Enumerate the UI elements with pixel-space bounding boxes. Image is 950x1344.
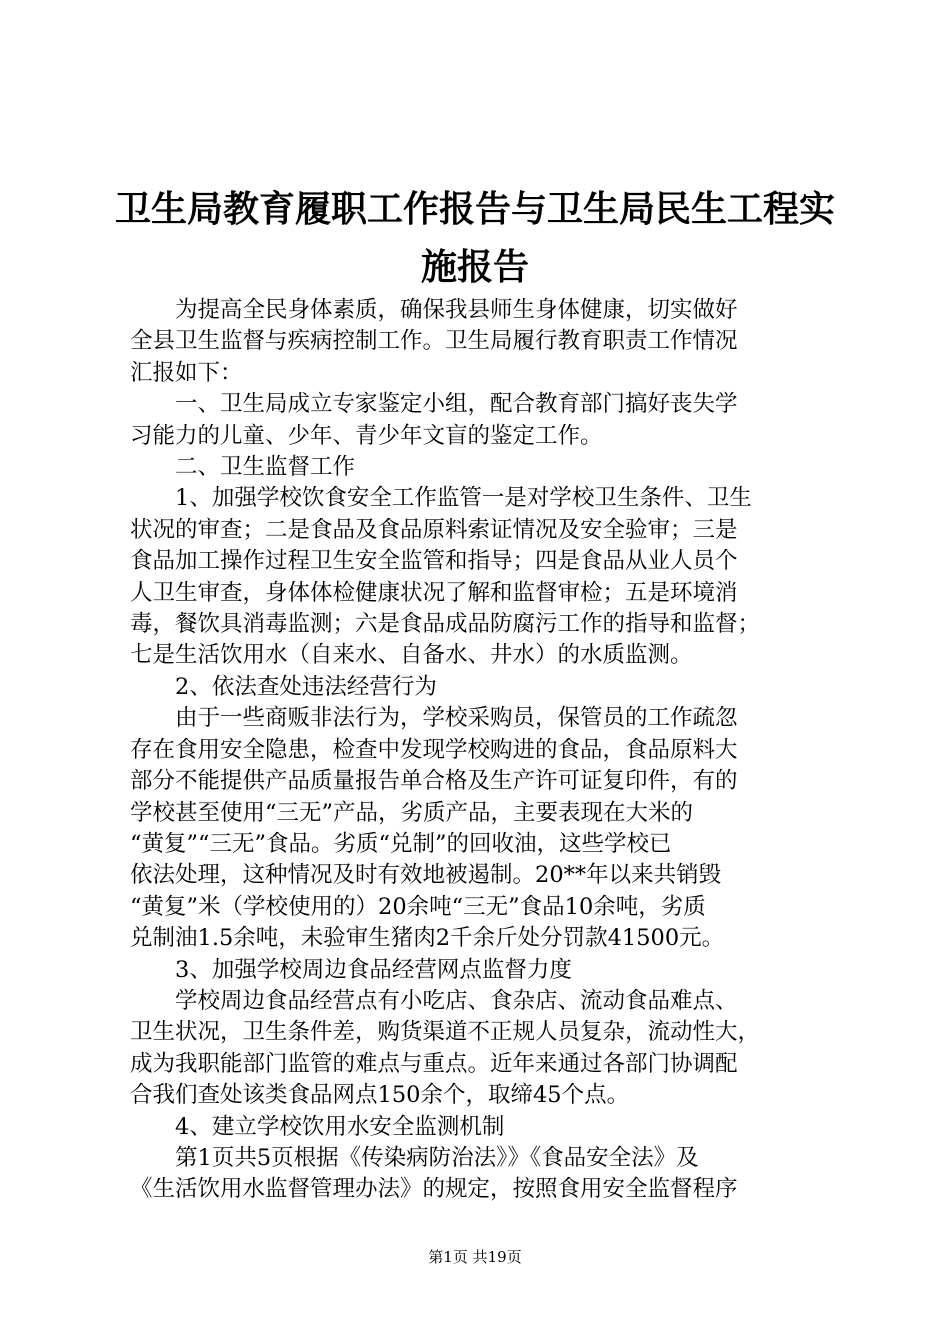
document-title (110, 180, 840, 296)
text-line: 兑制油1.5余吨，未验审生猪肉2千余斤处分罚款41500元。 (130, 925, 725, 952)
text-line: 卫生状况，卫生条件差，购货渠道不正规人员复杂，流动性大， (130, 1019, 761, 1046)
text-line: “黄复”“三无”食品。劣质“兑制”的回收油，这些学校已 (130, 830, 672, 857)
text-line: 习能力的儿童、少年、青少年文盲的鉴定工作。 (130, 422, 603, 449)
text-line: 2、依法查处违法经营行为 (130, 673, 437, 700)
text-line: 一、卫生局成立专家鉴定小组，配合教育部门搞好丧失学 (130, 391, 738, 418)
text-line: 由于一些商贩非法行为，学校采购员，保管员的工作疏忽 (130, 705, 738, 732)
text-line: 学校周边食品经营点有小吃店、食杂店、流动食品难点、 (130, 987, 738, 1014)
text-line: 依法处理，这种情况及时有效地被遏制。20**年以来共销毁 (130, 862, 722, 889)
text-line: 学校甚至使用“三无”产品，劣质产品，主要表现在大米的 (130, 799, 694, 826)
text-line: 部分不能提供产品质量报告单合格及生产许可证复印件，有的 (130, 768, 738, 795)
body-text (130, 295, 830, 1206)
text-line: 1、加强学校饮食安全工作监管一是对学校卫生条件、卫生 (130, 485, 752, 512)
page-footer: 第1页 共19页 (428, 1248, 522, 1266)
title-line-2: 施报告 (420, 246, 529, 288)
text-line: 第1页共5页根据《传染病防治法》》《食品安全法》及 (130, 1144, 699, 1171)
document-body (130, 295, 830, 1206)
text-line: 合我们查处该类食品网点150余个，取缔45个点。 (130, 1082, 630, 1109)
text-line: 3、加强学校周边食品经营网点监督力度 (130, 956, 572, 983)
text-line: 存在食用安全隐患，检查中发现学校购进的食品，食品原料大 (130, 736, 738, 763)
text-line: 人卫生审查，身体体检健康状况了解和监督审检；五是环境消 (130, 579, 738, 606)
text-line: 状况的审查；二是食品及食品原料索证情况及安全验审；三是 (130, 516, 738, 543)
text-line: “黄复”米（学校使用的）20余吨“三无”食品10余吨，劣质 (130, 893, 706, 920)
text-line: 二、卫生监督工作 (130, 454, 356, 481)
text-line: 毒，餐饮具消毒监测；六是食品成品防腐污工作的指导和监督； (130, 611, 761, 638)
text-line: 全县卫生监督与疾病控制工作。卫生局履行教育职责工作情况 (130, 328, 738, 355)
title-line-1: 卫生局教育履职工作报告与卫生局民生工程实 (114, 188, 835, 230)
text-line: 成为我职能部门监管的难点与重点。近年来通过各部门协调配 (130, 1050, 738, 1077)
text-line: 4、建立学校饮用水安全监测机制 (130, 1113, 505, 1140)
text-line: 食品加工操作过程卫生安全监管和指导；四是食品从业人员个 (130, 548, 738, 575)
text-line: 《生活饮用水监督管理办法》的规定，按照食用安全监督程序 (130, 1176, 738, 1203)
text-line: 汇报如下： (130, 359, 243, 386)
text-line: 七是生活饮用水（自来水、自备水、井水）的水质监测。 (130, 642, 693, 669)
text-line: 为提高全民身体素质，确保我县师生身体健康，切实做好 (130, 297, 738, 323)
